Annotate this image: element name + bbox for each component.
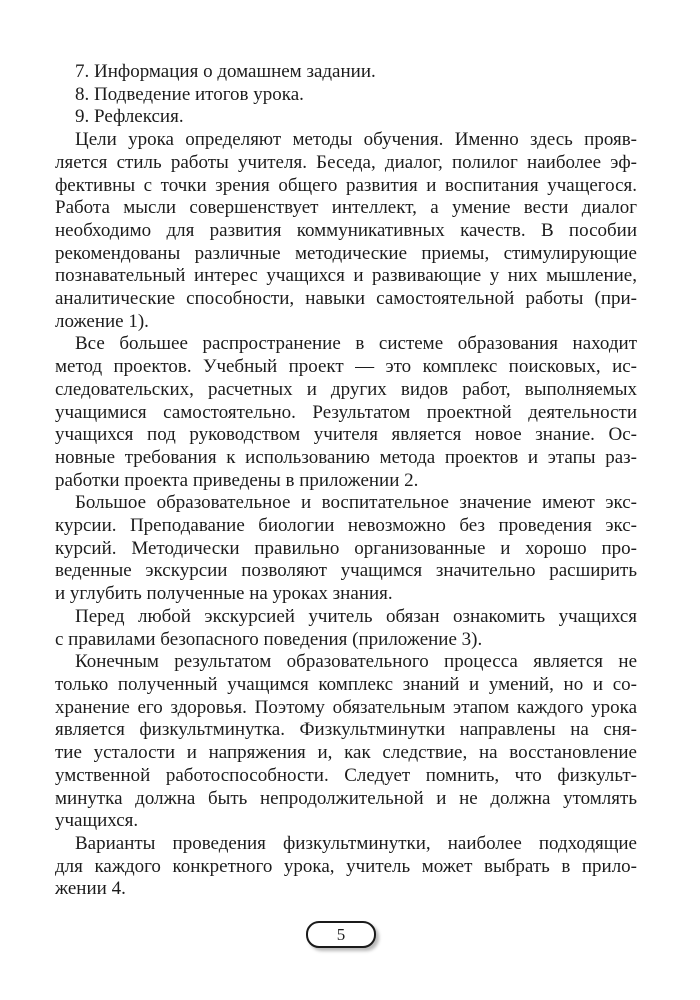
page-number: 5	[336, 925, 346, 944]
text-line: жении 4.	[55, 878, 126, 900]
text-line: познавательный интерес учащихся и развивающие у них мышление,	[55, 265, 637, 287]
text-line: курсии. Преподавание биологии невозможно без проведения экс-	[55, 515, 637, 537]
paragraph	[55, 651, 637, 833]
paragraph	[55, 106, 637, 129]
text-line: работки проекта приведены в приложении 2.	[55, 469, 419, 491]
paragraph	[55, 61, 637, 84]
text-line: тие усталости и напряжения и, как следствие, на восстановление	[55, 742, 637, 764]
text-line: необходимо для развития коммуникативных качеств. В пособии	[55, 219, 637, 241]
paragraph	[55, 84, 637, 107]
text-line: 9. Рефлексия.	[75, 106, 184, 128]
text-block	[55, 61, 637, 901]
text-line: метод проектов. Учебный проект — это комплекс поисковых, ис-	[55, 356, 637, 378]
paragraph	[55, 129, 637, 333]
text-line: Варианты проведения физкультминутки, наиболее подходящие	[75, 832, 637, 854]
text-line: является физкультминутка. Физкультминутки направлены на сня-	[55, 719, 637, 741]
text-line: 7. Информация о домашнем задании.	[75, 61, 376, 82]
text-line: минутка должна быть непродолжительной и не должна утомлять	[55, 787, 637, 809]
text-line: Большое образовательное и воспитательное значение имеют экс-	[75, 492, 637, 514]
paragraph	[55, 606, 637, 651]
paragraph	[55, 833, 637, 901]
paragraph	[55, 333, 637, 492]
page-number-pill	[306, 921, 376, 948]
text-line: с правилами безопасного поведения (приложение 3).	[55, 628, 483, 650]
text-line: Перед любой экскурсией учитель обязан ознакомить учащихся	[75, 605, 637, 627]
text-line: ляется стиль работы учителя. Беседа, диалог, полилог наиболее эф-	[55, 151, 637, 173]
text-line: и углубить полученные на уроках знания.	[55, 583, 393, 605]
text-line: учащихся под руководством учителя является новое знание. Ос-	[55, 424, 637, 446]
text-line: умственной работоспособности. Следует помнить, что физкульт-	[55, 764, 637, 786]
text-line: Все большее распространение в системе образования находит	[75, 333, 637, 355]
text-line: Конечным результатом образовательного процесса является не	[75, 651, 637, 673]
text-line: Работа мысли совершенствует интеллект, а умение вести диалог	[55, 197, 637, 219]
text-line: курсий. Методически правильно организованные и хорошо про-	[55, 537, 637, 559]
text-line: учащимися самостоятельно. Результатом проектной деятельности	[55, 401, 637, 423]
paragraph	[55, 492, 637, 606]
text-line: 8. Подведение итогов урока.	[75, 83, 304, 105]
text-line: только полученный учащимся комплекс знаний и умений, но и со-	[55, 673, 637, 695]
text-line: новные требования к использованию метода проектов и этапы раз-	[55, 446, 637, 468]
text-line: учащихся.	[55, 810, 139, 832]
text-line: для каждого конкретного урока, учитель может выбрать в прило-	[55, 855, 637, 877]
text-line: ложение 1).	[55, 310, 149, 332]
text-line: следовательских, расчетных и других видов работ, выполняемых	[55, 378, 637, 400]
text-line: веденные экскурсии позволяют учащимся значительно расширить	[55, 560, 637, 582]
text-line: рекомендованы различные методические приемы, стимулирующие	[55, 242, 637, 264]
text-line: фективны с точки зрения общего развития и воспитания учащегося.	[55, 174, 637, 196]
text-line: хранение его здоровья. Поэтому обязательным этапом каждого урока	[55, 696, 637, 718]
text-line: Цели урока определяют методы обучения. Именно здесь прояв-	[75, 129, 637, 151]
text-line: аналитические способности, навыки самостоятельной работы (при-	[55, 288, 637, 310]
